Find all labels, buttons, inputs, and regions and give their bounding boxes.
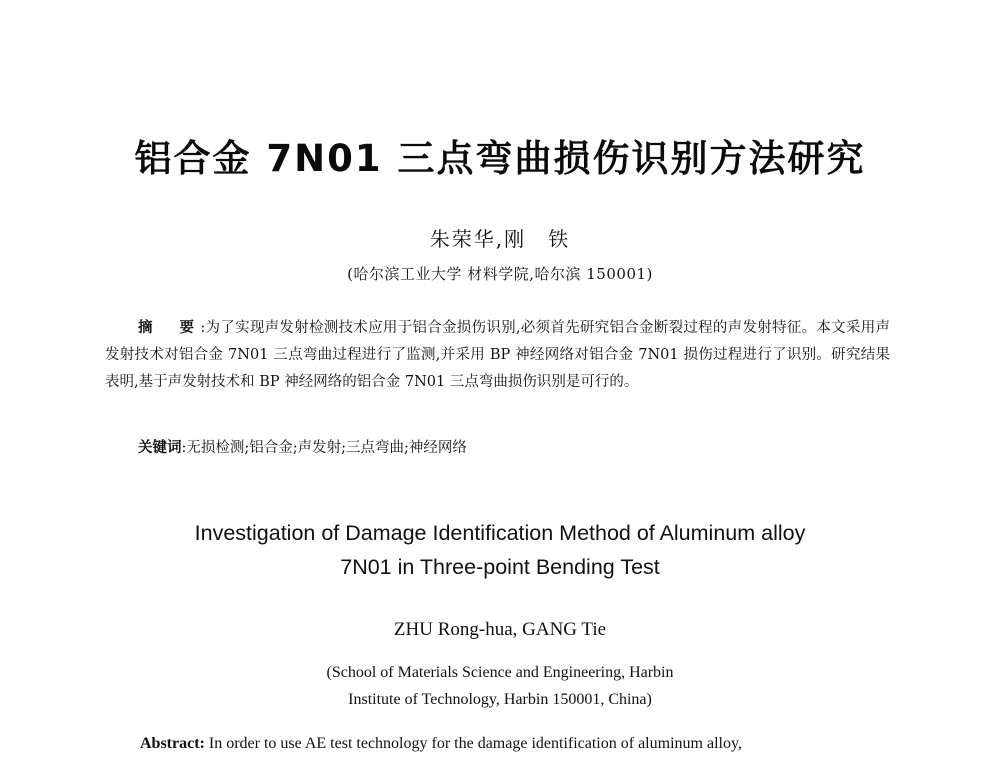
authors-chinese: 朱荣华,刚 铁 bbox=[429, 227, 571, 251]
abstract-english-text: In order to use AE test technology for the damage identification of aluminum alloy, bbox=[204, 735, 742, 752]
abstract-english-label: Abstract: bbox=[140, 735, 205, 752]
affiliation-chinese: (哈尔滨工业大学 材料学院,哈尔滨 150001) bbox=[347, 265, 653, 283]
affiliation-english-line-2: Institute of Technology, Harbin 150001, China) bbox=[348, 691, 652, 708]
paper-title-english bbox=[0, 516, 1000, 584]
authors-english: ZHU Rong-hua, GANG Tie bbox=[393, 619, 607, 640]
keywords-chinese-text: :无损检测;铝合金;声发射;三点弯曲;神经网络 bbox=[181, 440, 467, 456]
abstract-chinese-text: :为了实现声发射检测技术应用于铝合金损伤识别,必须首先研究铝合金断裂过程的声发射特征。本文采用声发射技术对铝合金 7N01 三点弯曲过程进行了监测,并采用 BP 神经网络对铝合金 7N01 损伤过程进行了识别。研究结果表明,基于声发射技术和 BP 神经网络的铝合金 7N01 三点弯曲损伤识别是可行的。 bbox=[105, 320, 890, 390]
title-english-line-1: Investigation of Damage Identification Method of Aluminum alloy bbox=[194, 521, 806, 545]
title-english-line-2: 7N01 in Three-point Bending Test bbox=[340, 555, 660, 579]
affiliation-english bbox=[0, 659, 1000, 713]
abstract-english bbox=[140, 735, 890, 753]
abstract-chinese bbox=[105, 315, 890, 396]
keywords-chinese bbox=[138, 436, 888, 457]
affiliation-english-line-1: (School of Materials Science and Engineering, Harbin bbox=[326, 664, 674, 681]
keywords-chinese-label: 关键词 bbox=[138, 440, 182, 456]
abstract-chinese-label: 摘 要 bbox=[138, 320, 201, 336]
paper-title-chinese: 铝合金 7N01 三点弯曲损伤识别方法研究 bbox=[134, 137, 866, 180]
